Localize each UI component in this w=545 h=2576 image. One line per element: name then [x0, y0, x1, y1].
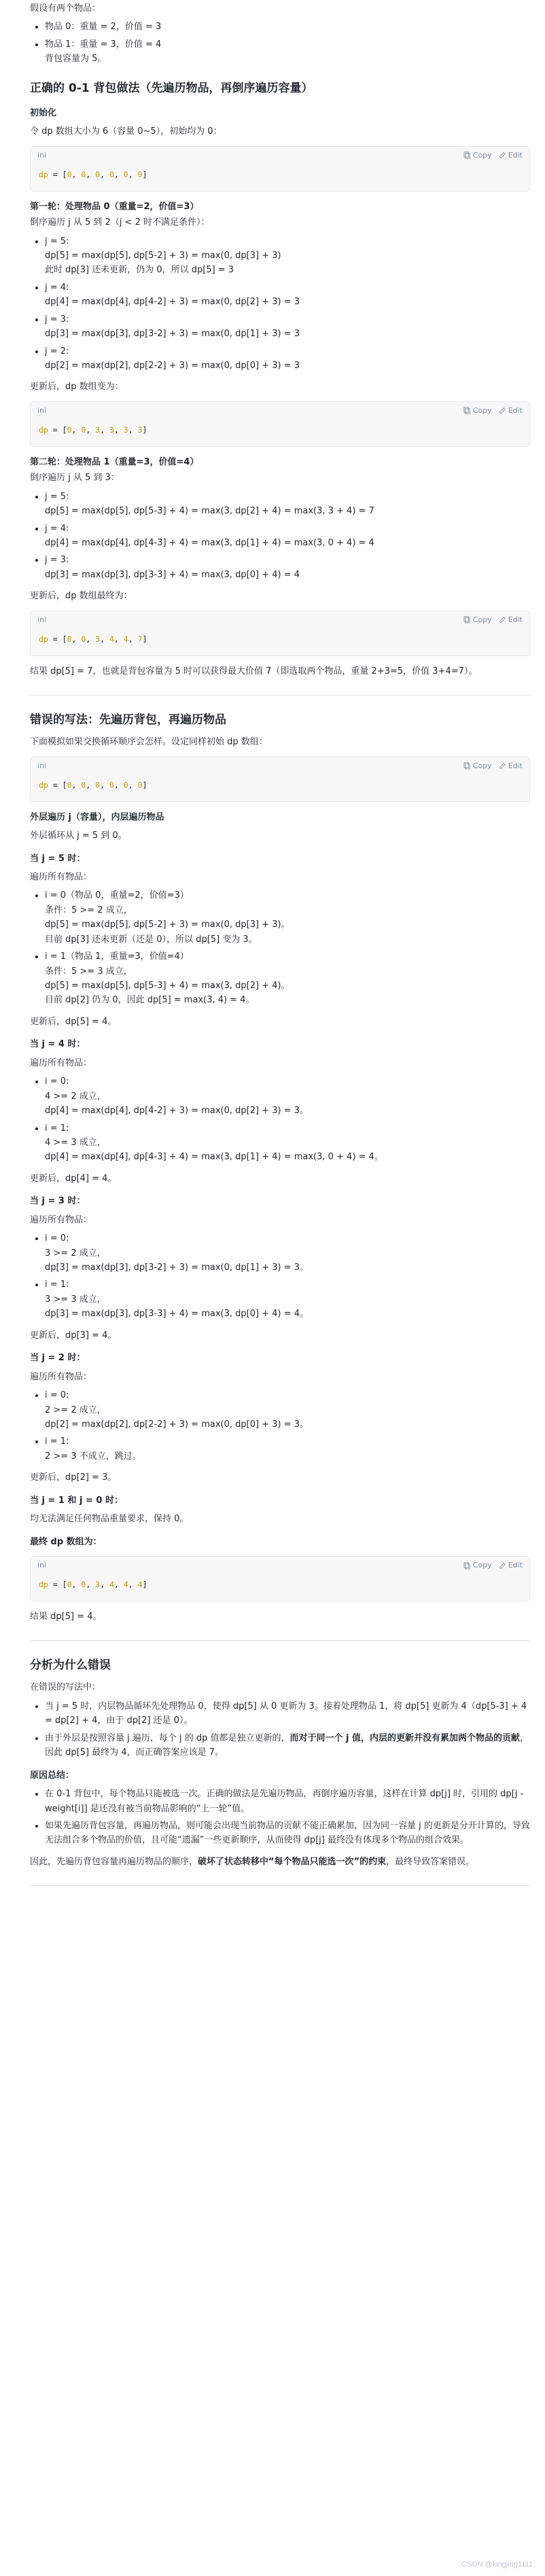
code-content: dp = [0, 0, 3, 4, 4, 4]	[39, 1580, 147, 1590]
final-conclusion: 因此，先遍历背包容量再遍历物品的顺序，破坏了状态转移中“每个物品只能选一次”的约束，最终导致答案错误。	[30, 1856, 475, 1867]
code-language: ini	[37, 615, 47, 624]
code-header	[31, 147, 529, 164]
section-heading-analysis: 分析为什么错误	[30, 1658, 111, 1673]
j10-text: 均无法满足任何物品重量要求，保持 0。	[30, 1514, 189, 1525]
code-language: ini	[37, 761, 47, 770]
after1-text: 更新后，dp 数组变为：	[30, 382, 124, 393]
copy-button[interactable]: Copy	[463, 405, 492, 417]
j4-lead: 遍历所有物品：	[30, 1057, 92, 1068]
round2-title: 第二轮：处理物品 1（重量=3，价值=4）	[30, 456, 199, 467]
list-item: • j = 2: dp[2] = max(dp[2], dp[2-2] + 3) = max(0, dp[0] + 3) = 3	[45, 344, 530, 374]
j2-lead: 遍历所有物品：	[30, 1371, 92, 1382]
edit-icon	[499, 1562, 506, 1570]
code-header	[31, 1557, 529, 1574]
list-item: • i = 1: 2 >= 3 不成立，跳过。	[45, 1434, 530, 1464]
outer-loop-text: 外层循环从 j = 5 到 0。	[30, 831, 127, 841]
list-item: • j = 3: dp[3] = max(dp[3], dp[3-2] + 3) = max(0, dp[1] + 3) = 3	[45, 312, 530, 342]
divider	[30, 1885, 530, 1886]
code-block	[30, 611, 530, 656]
copy-button[interactable]: Copy	[463, 760, 492, 772]
j4-title: 当 j = 4 时：	[30, 1039, 86, 1050]
j2-after: 更新后，dp[2] = 3。	[30, 1472, 117, 1483]
copy-button[interactable]: Copy	[463, 614, 492, 626]
code-block	[30, 757, 530, 802]
wrong-result: 结果 dp[5] = 4。	[30, 1612, 102, 1622]
code-header	[31, 757, 529, 775]
code-content: dp = [0, 0, 0, 0, 0, 0]	[39, 169, 147, 179]
list-item: • i = 1（物品 1，重量=3，价值=4） 条件：5 >= 3 成立， dp[5] = max(dp[5], dp[5-3] + 4) = max(3, dp[2] + 4)。 目前 dp[2] 仍为 0，因此 dp[5] = max(3, 4) = 4。	[45, 949, 530, 1008]
edit-icon	[499, 762, 506, 769]
list-item: • 如果先遍历背包容量，再遍历物品，则可能会出现当前物品的贡献不能正确累加，因为同一容量 j 的更新是分开计算的，导致无法组合多个物品的价值，且可能“遗漏”一些更新顺序，从而使得 dp[j] 最终没有体现多个物品的组合效果。	[45, 1819, 530, 1848]
list-item: • j = 4: dp[4] = max(dp[4], dp[4-2] + 3) = max(0, dp[2] + 3) = 3	[45, 280, 530, 310]
code-content: dp = [0, 0, 3, 3, 3, 3]	[39, 424, 147, 435]
code-block	[30, 146, 530, 192]
wrong-intro: 下面模拟如果交换循环顺序会怎样。设定同样初始 dp 数组：	[30, 737, 268, 748]
j5-title: 当 j = 5 时：	[30, 853, 86, 864]
j5-after: 更新后，dp[5] = 4。	[30, 1016, 117, 1027]
code-language: ini	[37, 1560, 47, 1570]
round1-list	[30, 234, 530, 374]
after2-text: 更新后，dp 数组最终为：	[30, 591, 133, 602]
list-item: • i = 1: 3 >= 3 成立， dp[3] = max(dp[3], dp[3-3] + 4) = max(3, dp[0] + 4) = 4。	[45, 1277, 530, 1321]
analysis-lead: 在错误的写法中：	[30, 1682, 101, 1693]
code-content: dp = [0, 0, 0, 0, 0, 0]	[39, 780, 147, 790]
j10-title: 当 j = 1 和 j = 0 时：	[30, 1495, 123, 1506]
j3-list	[30, 1231, 530, 1322]
round1-text: 倒序遍历 j 从 5 到 2（j < 2 时不满足条件）：	[30, 217, 210, 228]
intro-lead: 假设有两个物品：	[30, 3, 101, 14]
reason-title: 原因总结：	[30, 1770, 75, 1781]
list-item: • i = 0: 4 >= 2 成立， dp[4] = max(dp[4], dp[4-2] + 3) = max(0, dp[2] + 3) = 3。	[45, 1074, 530, 1118]
outer-loop-title: 外层遍历 j（容量），内层遍历物品	[30, 812, 164, 822]
j2-list	[30, 1388, 530, 1464]
code-language: ini	[37, 150, 47, 160]
j4-list	[30, 1074, 530, 1165]
list-item: • j = 3: dp[3] = max(dp[3], dp[3-3] + 4) = max(3, dp[0] + 4) = 4	[45, 553, 530, 582]
list-item: • i = 1: 4 >= 3 成立， dp[4] = max(dp[4], dp[4-3] + 4) = max(3, dp[1] + 4) = max(3, 0 + 4) = 4。	[45, 1121, 530, 1165]
section-heading-correct: 正确的 0-1 背包做法（先遍历物品，再倒序遍历容量）	[30, 81, 313, 95]
j5-lead: 遍历所有物品：	[30, 871, 92, 882]
list-item: • i = 0: 2 >= 2 成立， dp[2] = max(dp[2], dp[2-2] + 3) = max(0, dp[0] + 3) = 3。	[45, 1388, 530, 1432]
list-item: • 在 0-1 背包中，每个物品只能被选一次。正确的做法是先遍历物品，再倒序遍历容量，这样在计算 dp[j] 时，引用的 dp[j - weight[i]] 是还没有被当前物品影响的“上一轮”值。	[45, 1787, 530, 1816]
correct-conclusion: 结果 dp[5] = 7，也就是背包容量为 5 时可以获得最大价值 7（即选取两个物品，重量 2+3=5，价值 3+4=7）。	[30, 666, 478, 676]
j3-lead: 遍历所有物品：	[30, 1214, 92, 1225]
list-item: • 物品 1：重量 = 3，价值 = 4 背包容量为 5。	[45, 37, 530, 67]
items-list	[30, 20, 530, 66]
init-text: 令 dp 数组大小为 6（容量 0~5），初始均为 0：	[30, 126, 222, 137]
j3-title: 当 j = 3 时：	[30, 1196, 86, 1207]
list-item: • j = 5: dp[5] = max(dp[5], dp[5-2] + 3) = max(0, dp[3] + 3) 此时 dp[3] 还未更新，仍为 0，所以 dp[5] = 3	[45, 234, 530, 278]
code-header	[31, 402, 529, 420]
edit-button[interactable]: Edit	[499, 760, 523, 772]
j2-title: 当 j = 2 时：	[30, 1353, 86, 1364]
init-title: 初始化	[30, 107, 57, 118]
copy-icon	[463, 407, 471, 414]
code-language: ini	[37, 405, 47, 415]
edit-button[interactable]: Edit	[499, 149, 523, 162]
divider	[30, 1640, 530, 1641]
list-item: • 当 j = 5 时，内层物品循环先处理物品 0，使得 dp[5] 从 0 更新为 3。接着处理物品 1，将 dp[5] 更新为 4（dp[5-3] + 4 = dp[2] + 4，由于 dp[2] 还是 0）。	[45, 1699, 530, 1728]
copy-icon	[463, 151, 471, 159]
round2-text: 倒序遍历 j 从 5 到 3：	[30, 473, 120, 484]
list-item: • j = 5: dp[5] = max(dp[5], dp[5-3] + 4) = max(3, dp[2] + 4) = max(3, 3 + 4) = 7	[45, 490, 530, 519]
edit-button[interactable]: Edit	[499, 1559, 523, 1572]
edit-icon	[499, 151, 506, 159]
j5-list	[30, 888, 530, 1008]
copy-button[interactable]: Copy	[463, 149, 492, 162]
list-item: • i = 0（物品 0，重量=2，价值=3） 条件：5 >= 2 成立， dp[5] = max(dp[5], dp[5-2] + 3) = max(0, dp[3] + 3)。 目前 dp[3] 还未更新（还是 0），所以 dp[5] 变为 3。	[45, 888, 530, 947]
round1-title: 第一轮：处理物品 0（重量=2，价值=3）	[30, 201, 199, 212]
copy-icon	[463, 1562, 471, 1570]
analysis-list	[30, 1699, 530, 1760]
code-block	[30, 401, 530, 447]
section-heading-wrong: 错误的写法：先遍历背包，再遍历物品	[30, 713, 226, 727]
list-item: • 物品 0：重量 = 2，价值 = 3	[45, 20, 530, 34]
code-block	[30, 1556, 530, 1601]
list-item: • 由于外层是按照容量 j 遍历，每个 j 的 dp 值都是独立更新的，而对于同一个 j 值，内层的更新并没有累加两个物品的贡献，因此 dp[5] 最终为 4，而正确答案应该是 7。	[45, 1731, 530, 1760]
copy-button[interactable]: Copy	[463, 1559, 492, 1572]
copy-icon	[463, 762, 471, 769]
copy-icon	[463, 616, 471, 623]
final-dp-title: 最终 dp 数组为：	[30, 1536, 102, 1547]
edit-button[interactable]: Edit	[499, 614, 523, 626]
edit-icon	[499, 407, 506, 414]
round2-list	[30, 490, 530, 583]
reason-list	[30, 1787, 530, 1848]
list-item: • j = 4: dp[4] = max(dp[4], dp[4-3] + 4) = max(3, dp[1] + 4) = max(3, 0 + 4) = 4	[45, 522, 530, 551]
edit-icon	[499, 616, 506, 623]
watermark: CSDN @kingjing1111	[461, 2560, 533, 2569]
edit-button[interactable]: Edit	[499, 405, 523, 417]
list-item: • i = 0: 3 >= 2 成立， dp[3] = max(dp[3], dp[3-2] + 3) = max(0, dp[1] + 3) = 3。	[45, 1231, 530, 1275]
j3-after: 更新后，dp[3] = 4。	[30, 1330, 117, 1341]
code-header	[31, 611, 529, 629]
j4-after: 更新后，dp[4] = 4。	[30, 1173, 117, 1184]
code-content: dp = [0, 0, 3, 4, 4, 7]	[39, 634, 147, 644]
